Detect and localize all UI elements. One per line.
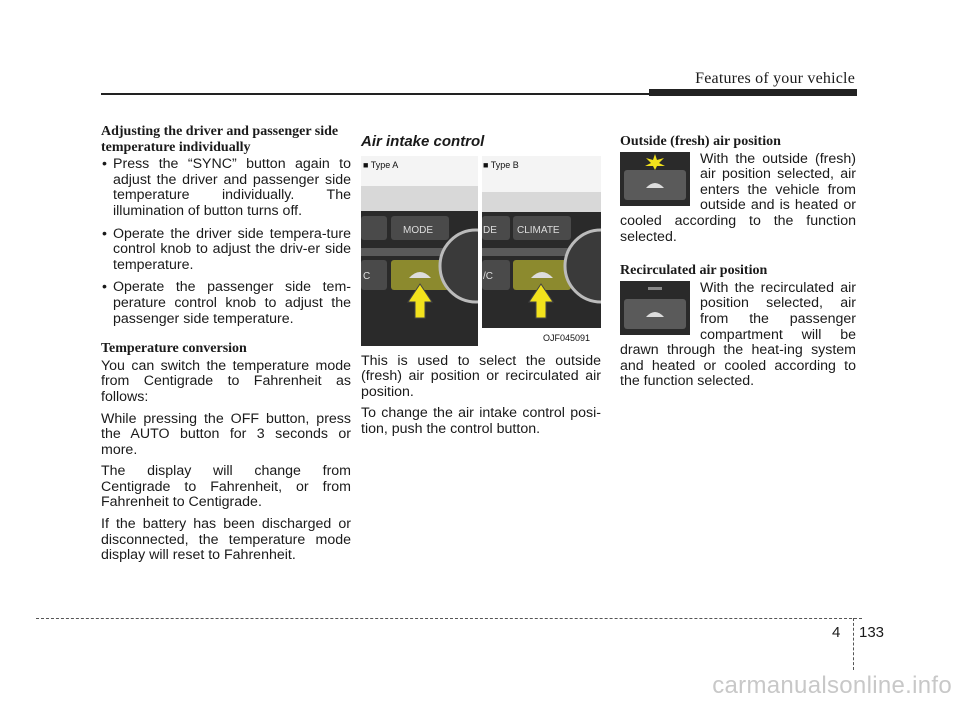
fresh-air-block [620, 152, 856, 246]
paragraph: To change the air intake control posi-tion, push the control button. [361, 405, 601, 437]
fresh-air-button-image [620, 152, 690, 206]
bullet-list [101, 157, 351, 327]
paragraph: While pressing the OFF button, press the AUTO button for 3 seconds or more. [101, 410, 351, 458]
watermark: carmanualsonline.info [712, 672, 952, 699]
type-a-label: ■ Type A [363, 159, 399, 170]
column-left [101, 124, 351, 570]
footer-rule [36, 618, 862, 619]
bullet-icon: • [102, 225, 107, 242]
section-heading: Temperature conversion [101, 341, 247, 357]
column-middle [361, 134, 601, 444]
recirculated-air-block [620, 281, 856, 390]
c-button-label: /C [483, 270, 493, 282]
header-rule-thick [649, 89, 857, 96]
list-item: • Press the “SYNC” button again to adjust the driver and passenger side temperature individually. The illumination of button turns off. [102, 156, 351, 219]
control-panel-image [361, 156, 601, 346]
section-heading: Adjusting the driver and passenger side temperature individually [101, 124, 339, 155]
list-item: • Operate the driver side tempera-ture control knob to adjust the driv-er side temperature. [102, 225, 351, 273]
climate-button-label: CLIMATE [517, 224, 560, 236]
fresh-air-description: With the outside (fresh) air position selected, air enters the vehicle from outside and is heated or cooled according to the function selected. [620, 151, 856, 245]
footer-divider [853, 618, 854, 670]
bullet-icon: • [102, 279, 107, 296]
mode-button-label: MODE [403, 224, 433, 236]
paragraph: If the battery has been discharged or disconnected, the temperature mode display will reset to Fahrenheit. [101, 516, 351, 564]
section-heading: Recirculated air position [620, 263, 768, 279]
paragraph: The display will change from Centigrade to Fahrenheit, or from Fahrenheit to Centigrade. [101, 463, 351, 511]
figure-air-intake [361, 156, 601, 346]
recirculated-air-button-image [620, 281, 690, 335]
list-item: • Operate the passenger side tem-perature control knob to adjust the passenger side temperature. [102, 279, 351, 327]
paragraph: You can switch the temperature mode from Centigrade to Fahrenheit as follows: [101, 357, 351, 405]
bullet-icon: • [102, 156, 107, 173]
paragraph: This is used to select the outside (fresh) air position or recirculated air position. [361, 352, 601, 400]
section-heading: Outside (fresh) air position [620, 134, 781, 149]
de-button-label: DE [483, 224, 497, 236]
section-title: Air intake control [361, 133, 485, 150]
page-number: 133 [859, 624, 885, 641]
running-header: Features of your vehicle [695, 70, 855, 87]
figure-code: OJF045091 [543, 332, 591, 343]
column-right [620, 134, 856, 390]
type-b-label: ■ Type B [483, 159, 519, 170]
c-button-label: C [363, 270, 371, 282]
recirculated-air-description: With the recirculated air position selected, air from the passenger compartment will be drawn through the heat-ing system and heated or cooled according to the function selected. [620, 280, 856, 390]
chapter-number: 4 [832, 624, 841, 641]
header-rule [101, 93, 657, 95]
